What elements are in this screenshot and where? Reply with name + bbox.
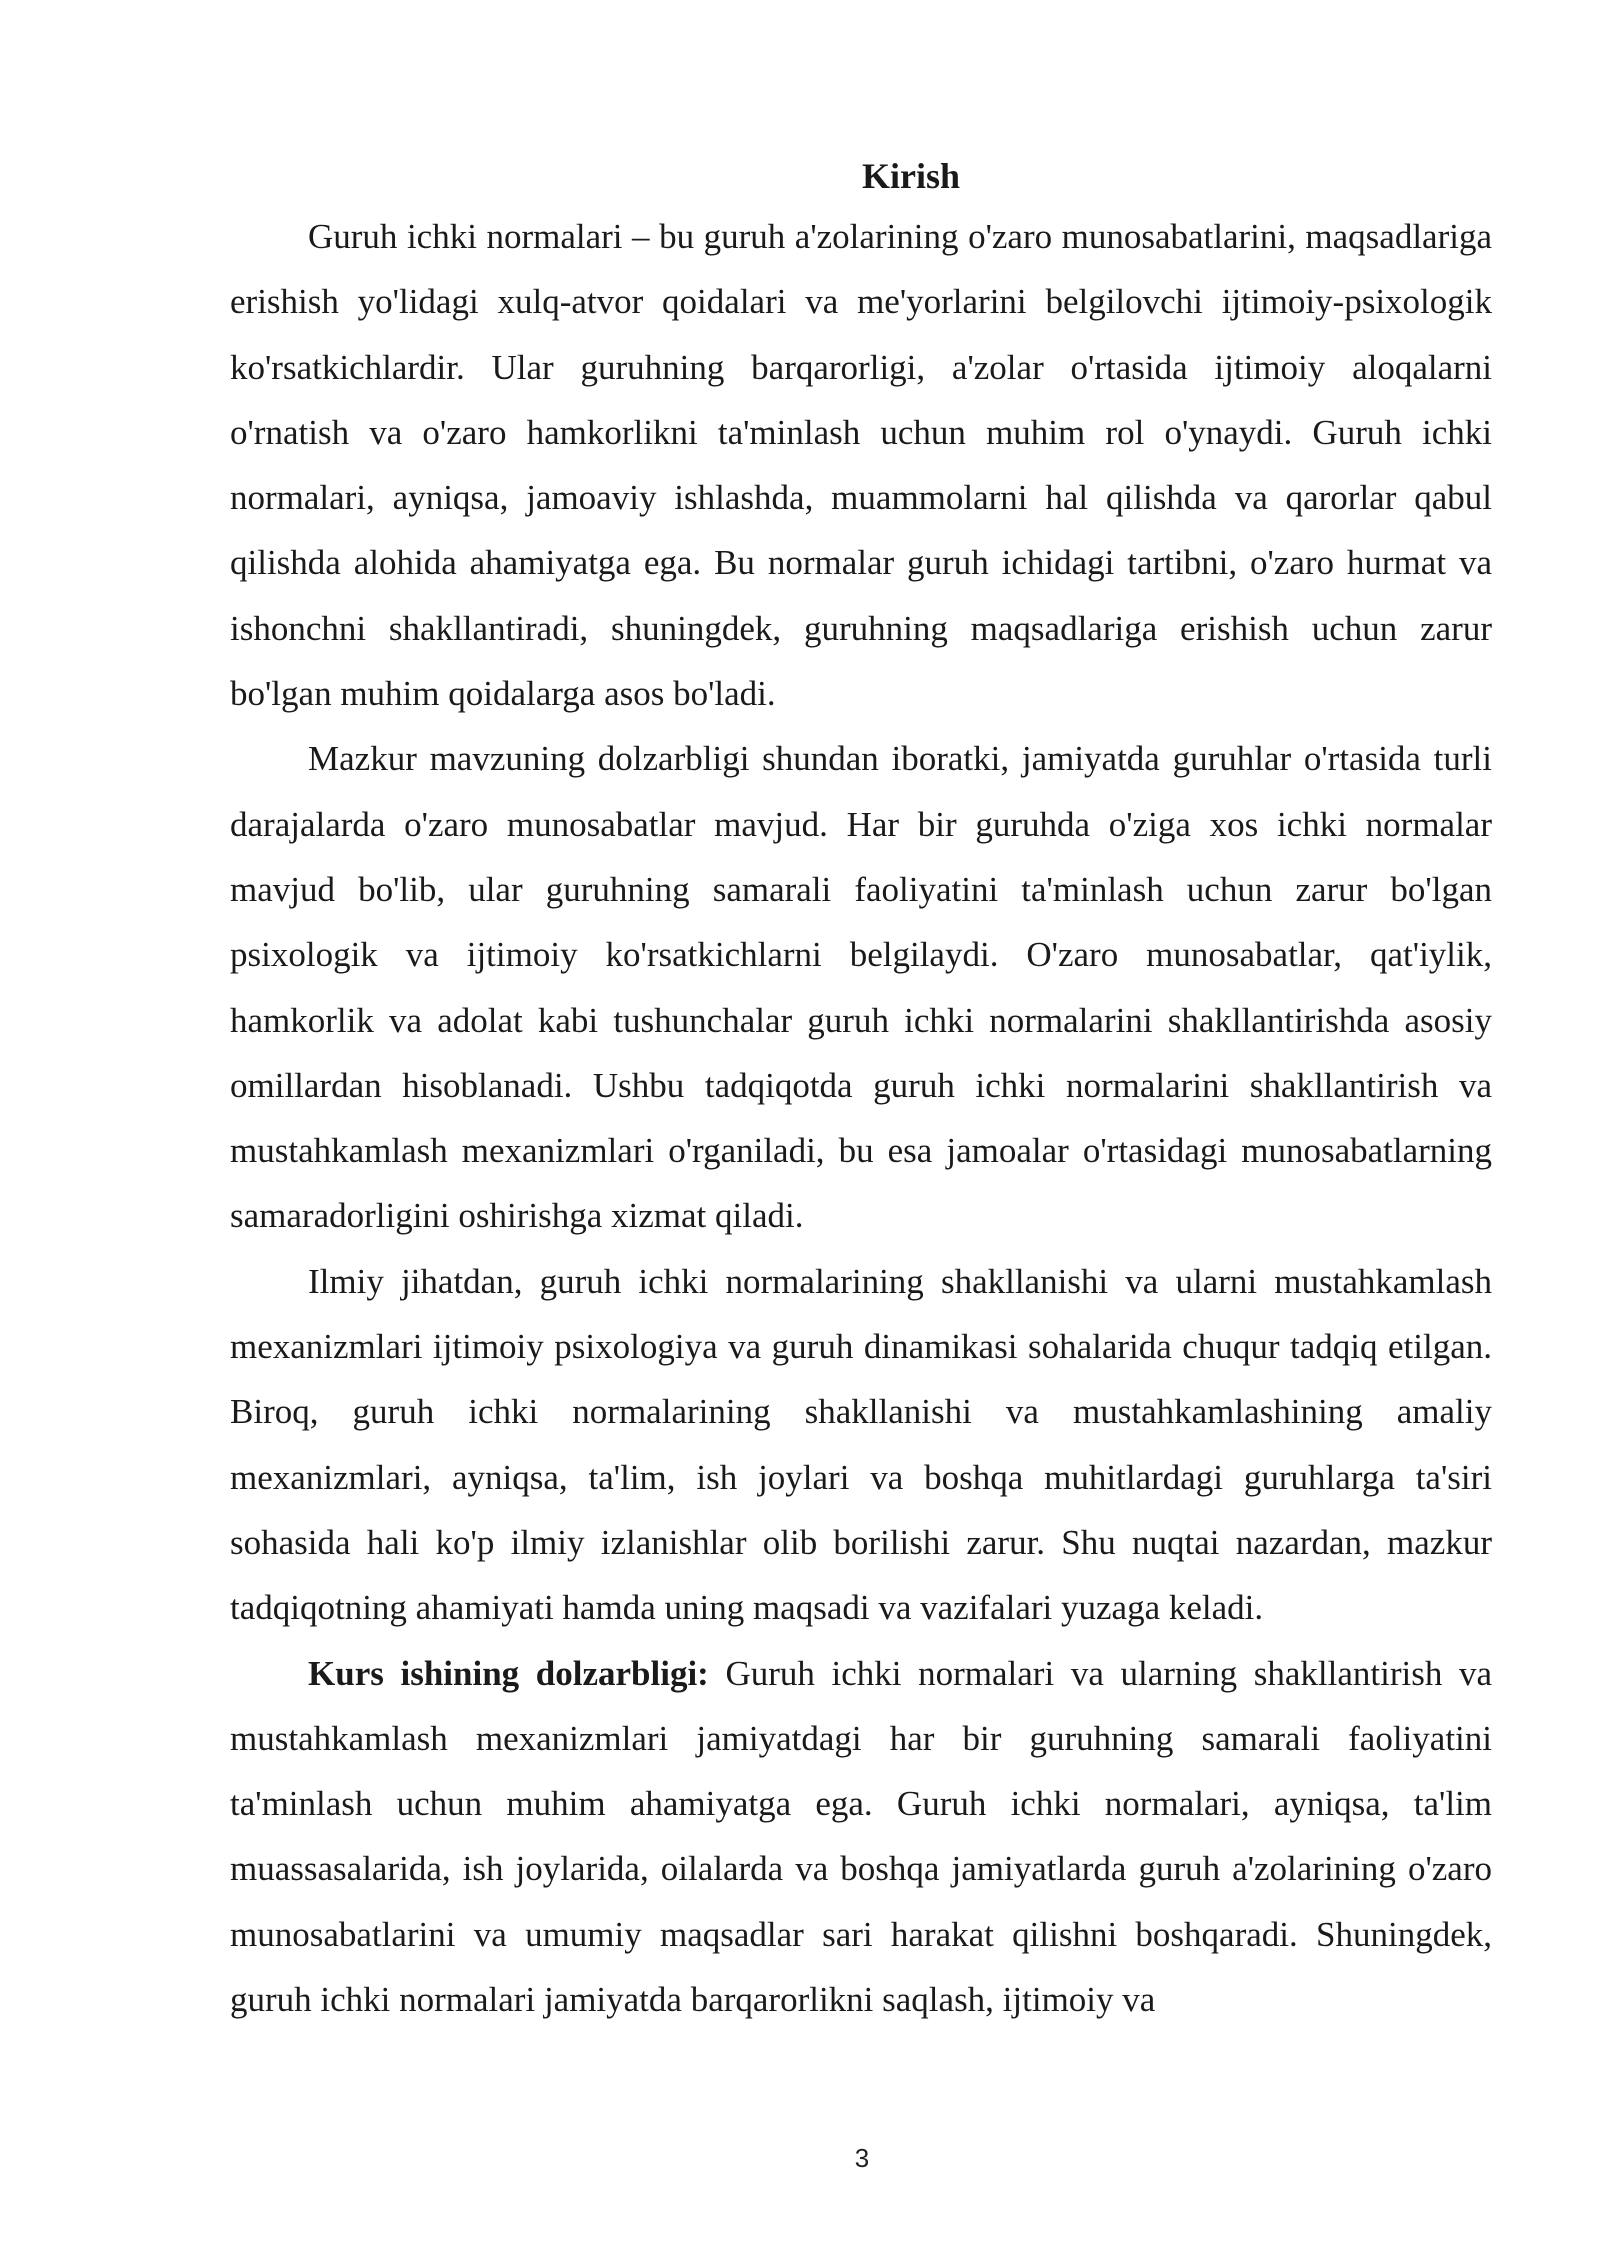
course-relevance-text: Guruh ichki normalari va ularning shakllantirish va mustahkamlash mexanizmlari jamiyatdagi har bir guruhning samarali faoliyatini ta'minlash uchun muhim ahamiyatga ega. Guruh ichki normalari, ayniqsa, ta'lim muassasalarida, ish joylarida, oilalarda va boshqa jamiyatlarda guruh a'zolarining o'zaro munosabatlarini va umumiy maqsadlar sari harakat qilishni boshqaradi. Shuningdek, guruh ichki normalari jamiyatda barqarorlikni saqlash, ijtimoiy va xyxy=(230,1653,1492,2020)
course-relevance-label: Kurs ishining dolzarbligi: xyxy=(308,1653,709,1693)
paragraph-course-relevance xyxy=(230,1641,1492,2033)
paragraph-relevance-of-topic: Mazkur mavzuning dolzarbligi shundan iboratki, jamiyatda guruhlar o'rtasida turli darajalarda o'zaro munosabatlar mavjud. Har bir guruhda o'ziga xos ichki normalar mavjud bo'lib, ular guruhning samarali faoliyatini ta'minlash uchun zarur bo'lgan psixologik va ijtimoiy ko'rsatkichlarni belgilaydi. O'zaro munosabatlar, qat'iylik, hamkorlik va adolat kabi tushunchalar guruh ichki normalarini shakllantirishda asosiy omillardan hisoblanadi. Ushbu tadqiqotda guruh ichki normalarini shakllantirish va mustahkamlash mexanizmlari o'rganiladi, bu esa jamoalar o'rtasidagi munosabatlarning samaradorligini oshirishga xizmat qiladi. xyxy=(230,739,1492,1236)
page-body xyxy=(230,148,1492,2032)
section-heading: Kirish xyxy=(861,156,960,196)
paragraph-definition: Guruh ichki normalari – bu guruh a'zolarining o'zaro munosabatlarini, maqsadlariga erishish yo'lidagi xulq-atvor qoidalari va me'yorlarini belgilovchi ijtimoiy-psixologik ko'rsatkichlardir. Ular guruhning barqarorligi, a'zolar o'rtasida ijtimoiy aloqalarni o'rnatish va o'zaro hamkorlikni ta'minlash uchun muhim rol o'ynaydi. Guruh ichki normalari, ayniqsa, jamoaviy ishlashda, muammolarni hal qilishda va qarorlar qabul qilishda alohida ahamiyatga ega. Bu normalar guruh ichidagi tartibni, o'zaro hurmat va ishonchni shakllantiradi, shuningdek, guruhning maqsadlariga erishish uchun zarur bo'lgan muhim qoidalarga asos bo'ladi. xyxy=(230,217,1492,714)
page-number: 3 xyxy=(854,2143,870,2173)
paragraph-scientific-aspect: Ilmiy jihatdan, guruh ichki normalarining shakllanishi va ularni mustahkamlash mexanizmlari ijtimoiy psixologiya va guruh dinamikasi sohalarida chuqur tadqiq etilgan. Biroq, guruh ichki normalarining shakllanishi va mustahkamlashining amaliy mexanizmlari, ayniqsa, ta'lim, ish joylari va boshqa muhitlardagi guruhlarga ta'siri sohasida hali ko'p ilmiy izlanishlar olib borilishi zarur. Shu nuqtai nazardan, mazkur tadqiqotning ahamiyati hamda uning maqsadi va vazifalari yuzaga keladi. xyxy=(230,1261,1492,1628)
